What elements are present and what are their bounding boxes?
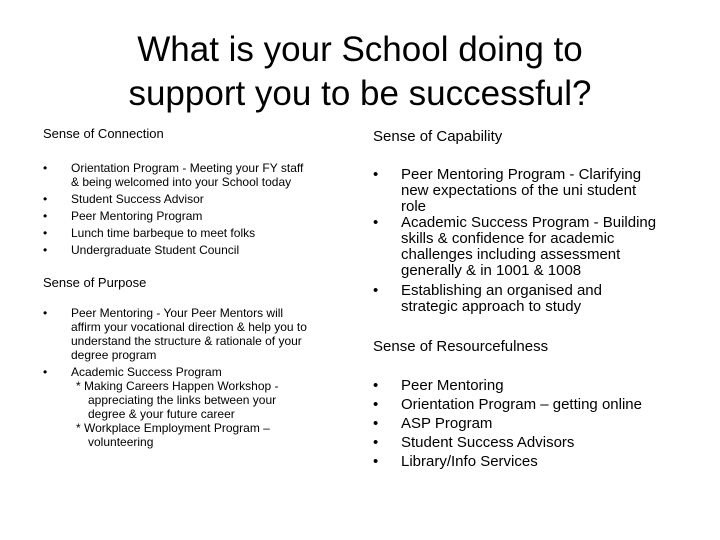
slide-title-line-2: support you to be successful? <box>128 74 592 113</box>
list-item: • Student Success Advisors <box>373 434 575 451</box>
list-item: • Library/Info Services <box>373 453 538 470</box>
list-item: • Establishing an organised and strategic approach to study <box>373 282 602 315</box>
capability-list <box>373 167 673 315</box>
bullet-icon: • <box>43 226 48 240</box>
left-column <box>43 125 353 449</box>
bullet-icon: • <box>373 282 379 299</box>
list-item: • Academic Success Program * Making Careers Happen Workshop - appreciating the links between your degree & your future career * Workplace Employment Program – volunteering <box>43 365 279 449</box>
list-item: • ASP Program <box>373 415 493 432</box>
list-item: • Lunch time barbeque to meet folks <box>43 226 256 240</box>
slide-title-line-1: What is your School doing to <box>137 30 583 69</box>
list-item: • Student Success Advisor <box>43 192 204 206</box>
bullet-icon: • <box>43 192 48 206</box>
bullet-icon: • <box>43 243 48 257</box>
list-item: • Orientation Program - Meeting your FY staff & being welcomed into your School today <box>43 161 304 189</box>
list-item: • Orientation Program – getting online <box>373 396 642 413</box>
bullet-icon: • <box>373 434 379 451</box>
list-item: • Undergraduate Student Council <box>43 243 240 257</box>
bullet-icon: • <box>43 161 48 175</box>
purpose-heading: Sense of Purpose <box>43 275 147 290</box>
resourcefulness-heading: Sense of Resourcefulness <box>373 338 549 355</box>
purpose-list <box>43 306 353 449</box>
bullet-icon: • <box>43 209 48 223</box>
right-column <box>373 127 673 471</box>
connection-heading: Sense of Connection <box>43 126 164 141</box>
capability-heading: Sense of Capability <box>373 128 503 145</box>
bullet-icon: • <box>43 365 48 379</box>
list-item: • Academic Success Program - Building skills & confidence for academic challenges including assessment generally & in 1001 & 1008 <box>373 214 657 279</box>
bullet-icon: • <box>373 396 379 413</box>
slide-title <box>0 28 720 116</box>
bullet-icon: • <box>373 166 379 183</box>
list-item: • Peer Mentoring - Your Peer Mentors will affirm your vocational direction & help you to understand the structure & rationale of your degree program <box>43 306 307 362</box>
list-item: • Peer Mentoring <box>373 377 504 394</box>
connection-list <box>43 161 353 257</box>
bullet-icon: • <box>373 453 379 470</box>
list-item: • Peer Mentoring Program - Clarifying new expectations of the uni student role <box>373 166 642 215</box>
bullet-icon: • <box>43 306 48 320</box>
list-item: • Peer Mentoring Program <box>43 209 203 223</box>
bullet-icon: • <box>373 415 379 432</box>
resourcefulness-list <box>373 376 673 471</box>
bullet-icon: • <box>373 214 379 231</box>
bullet-icon: • <box>373 377 379 394</box>
